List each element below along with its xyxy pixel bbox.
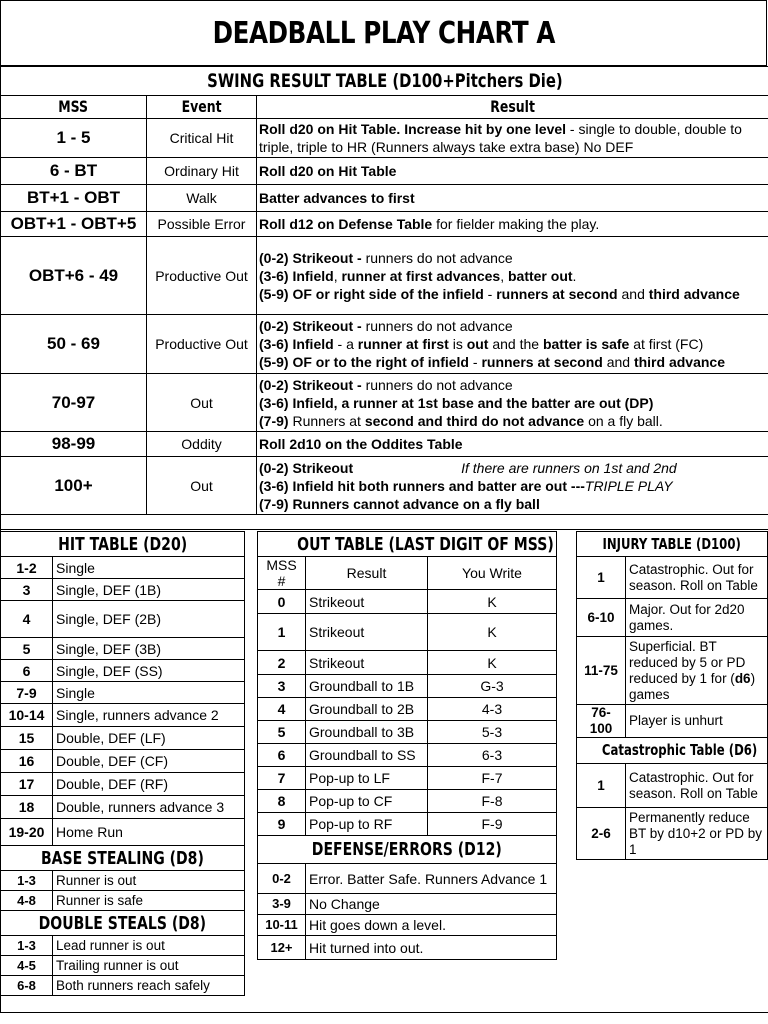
write-cell: F-7 xyxy=(428,767,557,790)
mss-cell: 5 xyxy=(258,721,306,744)
result-cell: Pop-up to LF xyxy=(306,767,428,790)
catastrophic-table-heading: Catastrophic Table (D6) xyxy=(577,738,768,764)
table-row xyxy=(1,750,245,773)
roll-cell: 0-2 xyxy=(258,864,306,894)
table-row xyxy=(1,579,245,601)
roll-cell: 1-2 xyxy=(1,557,53,579)
swing-table-heading: SWING RESULT TABLE (D100+Pitchers Die) xyxy=(1,67,768,96)
col-header-mss: MSS # xyxy=(258,557,306,590)
mss-cell: 2 xyxy=(258,651,306,675)
mss-cell: 0 xyxy=(258,590,306,614)
hit-table xyxy=(0,531,245,996)
roll-cell: 1-3 xyxy=(1,936,53,956)
result-cell: Runner is safe xyxy=(53,891,245,911)
result-cell: Roll d20 on Hit Table xyxy=(257,158,768,185)
col-header-mss: MSS xyxy=(1,96,147,119)
roll-cell: 6-10 xyxy=(577,599,626,637)
swing-result-table xyxy=(0,66,768,515)
table-row xyxy=(577,764,768,808)
mss-cell: 7 xyxy=(258,767,306,790)
table-row xyxy=(1,819,245,846)
mss-cell: 1 - 5 xyxy=(1,119,147,158)
table-row xyxy=(1,704,245,727)
mss-cell: 9 xyxy=(258,813,306,836)
roll-cell: 3-9 xyxy=(258,894,306,915)
write-cell: F-8 xyxy=(428,790,557,813)
roll-cell: 1-3 xyxy=(1,871,53,891)
result-cell: Pop-up to RF xyxy=(306,813,428,836)
result-cell: Strikeout xyxy=(306,651,428,675)
roll-cell: 4 xyxy=(1,601,53,638)
write-cell: K xyxy=(428,651,557,675)
result-cell: Home Run xyxy=(53,819,245,846)
result-cell: Major. Out for 2d20 games. xyxy=(626,599,768,637)
mss-cell: 50 - 69 xyxy=(1,315,147,374)
roll-cell: 18 xyxy=(1,796,53,819)
roll-cell: 4-8 xyxy=(1,891,53,911)
table-row xyxy=(258,915,557,936)
result-cell: Player is unhurt xyxy=(626,705,768,738)
table-row xyxy=(1,601,245,638)
table-row xyxy=(577,557,768,599)
out-table xyxy=(257,531,557,960)
table-row xyxy=(1,457,768,515)
col-header-event: Event xyxy=(147,96,257,119)
mss-cell: 6 xyxy=(258,744,306,767)
roll-cell: 1 xyxy=(577,557,626,599)
mss-cell: 98-99 xyxy=(1,432,147,457)
table-row xyxy=(1,727,245,750)
event-cell: Walk xyxy=(147,185,257,212)
write-cell: K xyxy=(428,590,557,614)
page-title: DEADBALL PLAY CHART A xyxy=(0,0,767,66)
event-cell: Productive Out xyxy=(147,315,257,374)
table-row xyxy=(1,638,245,660)
roll-cell: 6-8 xyxy=(1,976,53,996)
table-row xyxy=(1,237,768,315)
result-cell: Groundball to SS xyxy=(306,744,428,767)
result-cell: Groundball to 2B xyxy=(306,698,428,721)
write-cell: K xyxy=(428,614,557,651)
table-row xyxy=(258,864,557,894)
write-cell: F-9 xyxy=(428,813,557,836)
base-stealing-heading: BASE STEALING (D8) xyxy=(1,846,245,871)
table-row xyxy=(1,891,245,911)
mss-cell: 8 xyxy=(258,790,306,813)
table-row xyxy=(258,813,557,836)
table-row xyxy=(1,976,245,996)
result-cell: Catastrophic. Out for season. Roll on Table xyxy=(626,764,768,808)
hit-table-heading: HIT TABLE (D20) xyxy=(1,532,245,557)
result-cell: Single, DEF (2B) xyxy=(53,601,245,638)
table-row xyxy=(258,744,557,767)
table-row xyxy=(1,212,768,237)
result-cell: Batter advances to first xyxy=(257,185,768,212)
table-row xyxy=(1,796,245,819)
event-cell: Ordinary Hit xyxy=(147,158,257,185)
result-cell: Single xyxy=(53,682,245,704)
mss-cell: OBT+6 - 49 xyxy=(1,237,147,315)
roll-cell: 11-75 xyxy=(577,637,626,705)
table-row xyxy=(1,185,768,212)
col-header-result: Result xyxy=(257,96,768,119)
roll-cell: 6 xyxy=(1,660,53,682)
roll-cell: 12+ xyxy=(258,936,306,960)
table-row xyxy=(258,721,557,744)
table-row xyxy=(258,936,557,960)
event-cell: Out xyxy=(147,374,257,432)
table-row xyxy=(258,614,557,651)
table-row xyxy=(1,773,245,796)
mss-cell: 1 xyxy=(258,614,306,651)
table-row xyxy=(1,682,245,704)
section-divider xyxy=(0,518,768,530)
result-cell: Roll d20 on Hit Table. Increase hit by one level - single to double, double to triple, triple to HR (Runners always take extra base) No DEF xyxy=(257,119,768,158)
result-cell: Runner is out xyxy=(53,871,245,891)
table-row xyxy=(258,790,557,813)
injury-table-heading: INJURY TABLE (D100) xyxy=(577,532,768,557)
result-cell: Pop-up to CF xyxy=(306,790,428,813)
result-cell: Lead runner is out xyxy=(53,936,245,956)
mss-cell: 100+ xyxy=(1,457,147,515)
table-row xyxy=(258,590,557,614)
table-row xyxy=(1,374,768,432)
roll-cell: 3 xyxy=(1,579,53,601)
table-row xyxy=(1,956,245,976)
result-cell: Superficial. BT reduced by 5 or PD reduced by 1 for (d6) games xyxy=(626,637,768,705)
write-cell: G-3 xyxy=(428,675,557,698)
table-row xyxy=(577,599,768,637)
table-row xyxy=(258,698,557,721)
write-cell: 4-3 xyxy=(428,698,557,721)
result-cell: Single, DEF (3B) xyxy=(53,638,245,660)
table-row xyxy=(258,675,557,698)
result-cell: Roll d12 on Defense Table for fielder making the play. xyxy=(257,212,768,237)
write-cell: 6-3 xyxy=(428,744,557,767)
roll-cell: 15 xyxy=(1,727,53,750)
result-cell: Single, DEF (SS) xyxy=(53,660,245,682)
roll-cell: 4-5 xyxy=(1,956,53,976)
roll-cell: 10-14 xyxy=(1,704,53,727)
result-cell: Groundball to 1B xyxy=(306,675,428,698)
mss-cell: 3 xyxy=(258,675,306,698)
mss-cell: BT+1 - OBT xyxy=(1,185,147,212)
table-row xyxy=(577,808,768,860)
table-row xyxy=(1,432,768,457)
table-row xyxy=(1,936,245,956)
table-row xyxy=(1,315,768,374)
table-row xyxy=(1,557,245,579)
page-border-bottom xyxy=(0,1012,768,1013)
roll-cell: 10-11 xyxy=(258,915,306,936)
result-cell: Hit turned into out. xyxy=(306,936,557,960)
roll-cell: 7-9 xyxy=(1,682,53,704)
double-steals-heading: DOUBLE STEALS (D8) xyxy=(1,911,245,936)
event-cell: Oddity xyxy=(147,432,257,457)
mss-cell: OBT+1 - OBT+5 xyxy=(1,212,147,237)
table-row xyxy=(1,158,768,185)
roll-cell: 17 xyxy=(1,773,53,796)
table-row xyxy=(1,660,245,682)
result-cell: Groundball to 3B xyxy=(306,721,428,744)
table-row xyxy=(1,119,768,158)
col-header-you-write: You Write xyxy=(428,557,557,590)
result-cell: No Change xyxy=(306,894,557,915)
roll-cell: 76-100 xyxy=(577,705,626,738)
roll-cell: 2-6 xyxy=(577,808,626,860)
write-cell: 5-3 xyxy=(428,721,557,744)
roll-cell: 5 xyxy=(1,638,53,660)
result-cell: Catastrophic. Out for season. Roll on Table xyxy=(626,557,768,599)
event-cell: Productive Out xyxy=(147,237,257,315)
result-cell: Permanently reduce BT by d10+2 or PD by 1 xyxy=(626,808,768,860)
table-row xyxy=(258,894,557,915)
roll-cell: 1 xyxy=(577,764,626,808)
result-cell: Hit goes down a level. xyxy=(306,915,557,936)
col-header-result: Result xyxy=(306,557,428,590)
out-table-heading: OUT TABLE (LAST DIGIT OF MSS) xyxy=(258,532,557,557)
result-cell: Single, DEF (1B) xyxy=(53,579,245,601)
event-cell: Critical Hit xyxy=(147,119,257,158)
event-cell: Out xyxy=(147,457,257,515)
defense-errors-heading: DEFENSE/ERRORS (D12) xyxy=(258,836,557,864)
result-cell: (0-2) Strikeout - runners do not advance (3-6) Infield, runner at first advances, batter out. (5-9) OF or right side of the infield - runners at second and third advance xyxy=(257,237,768,315)
result-cell: Double, DEF (LF) xyxy=(53,727,245,750)
result-cell: (0-2) Strikeout If there are runners on 1st and 2nd (3-6) Infield hit both runners and batter are out ---TRIPLE PLAY (7-9) Runners cannot advance on a fly ball xyxy=(257,457,768,515)
table-row xyxy=(258,767,557,790)
result-cell: Strikeout xyxy=(306,590,428,614)
roll-cell: 19-20 xyxy=(1,819,53,846)
result-cell: Both runners reach safely xyxy=(53,976,245,996)
event-cell: Possible Error xyxy=(147,212,257,237)
mss-cell: 4 xyxy=(258,698,306,721)
mss-cell: 70-97 xyxy=(1,374,147,432)
result-cell: Roll 2d10 on the Oddites Table xyxy=(257,432,768,457)
mss-cell: 6 - BT xyxy=(1,158,147,185)
result-cell: Single xyxy=(53,557,245,579)
result-cell: Single, runners advance 2 xyxy=(53,704,245,727)
result-cell: (0-2) Strikeout - runners do not advance (3-6) Infield, a runner at 1st base and the batter are out (DP) (7-9) Runners at second and third do not advance on a fly ball. xyxy=(257,374,768,432)
result-cell: Error. Batter Safe. Runners Advance 1 xyxy=(306,864,557,894)
result-cell: Double, runners advance 3 xyxy=(53,796,245,819)
table-row xyxy=(577,705,768,738)
result-cell: Strikeout xyxy=(306,614,428,651)
table-row xyxy=(1,871,245,891)
page-border-left xyxy=(0,0,1,1013)
result-cell: Double, DEF (RF) xyxy=(53,773,245,796)
result-cell: (0-2) Strikeout - runners do not advance (3-6) Infield - a runner at first is out and the batter is safe at first (FC) (5-9) OF or to the right of infield - runners at second and third advance xyxy=(257,315,768,374)
roll-cell: 16 xyxy=(1,750,53,773)
result-cell: Double, DEF (CF) xyxy=(53,750,245,773)
table-row xyxy=(258,651,557,675)
result-cell: Trailing runner is out xyxy=(53,956,245,976)
table-row xyxy=(577,637,768,705)
injury-table xyxy=(576,531,768,860)
